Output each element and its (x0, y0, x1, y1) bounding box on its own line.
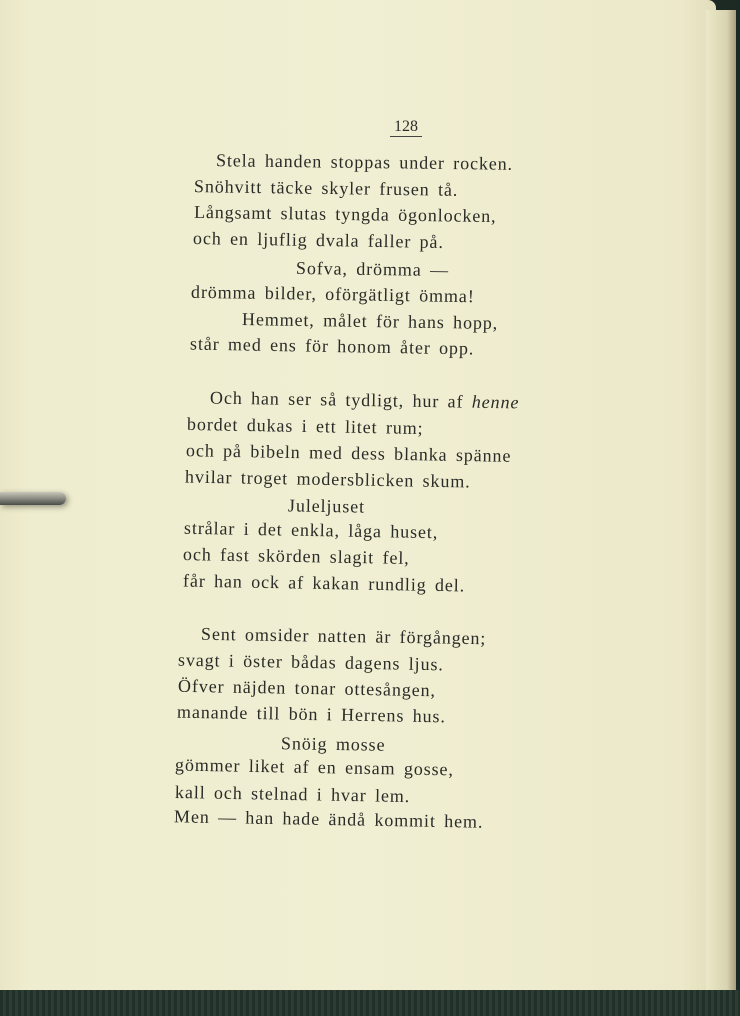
poem-line: Men — han hade ändå kommit hem. (173, 806, 484, 832)
poem-line: drömma bilder, oförgätligt ömma! (190, 281, 475, 307)
poem-line: Sent omsider natten är förgången; (200, 623, 487, 649)
poem-line: Långsamt slutas tyngda ögonlocken, (193, 201, 497, 227)
poem-line: Snöig mosse (280, 733, 386, 755)
poem-line: står med ens för honom åter opp. (189, 333, 475, 359)
poem-line: får han ock af kakan rundlig del. (182, 570, 466, 596)
page-number: 128 (390, 118, 422, 137)
poem-line: Juleljuset (287, 495, 366, 517)
poem-line: manande till bön i Herrens hus. (176, 701, 447, 727)
poem-line: svagt i öster bådas dagens ljus. (177, 649, 444, 675)
book-cover-edge (0, 990, 740, 1016)
poem-line: och en ljuflig dvala faller på. (192, 228, 444, 252)
bookmark-ribbon (0, 492, 66, 505)
poem-line: Öfver näjden tonar ottesången, (177, 675, 437, 701)
page-edge (706, 10, 736, 1000)
poem-line: Stela handen stoppas under rocken. (215, 150, 514, 174)
poem-line: Snöhvitt täcke skyler frusen tå. (193, 176, 459, 200)
emphasized-word: henne (471, 391, 520, 413)
poem-line: Sofva, drömma — (295, 257, 450, 281)
poem-line: gömmer liket af en ensam gosse, (174, 754, 455, 780)
poem-line: hvilar troget modersblicken skum. (184, 466, 471, 492)
poem-line: bordet dukas i ett litet rum; (186, 413, 424, 439)
poem-line: och på bibeln med dess blanka spänne (185, 440, 512, 466)
poem-line: strålar i det enkla, låga huset, (183, 517, 439, 543)
poem-line: och fast skörden slagit fel, (182, 544, 410, 568)
poem-line-text: Och han ser så tydligt, hur af (209, 387, 464, 412)
poem-line: kall och stelnad i hvar lem. (174, 781, 411, 807)
poem-line: Hemmet, målet för hans hopp, (241, 308, 499, 334)
